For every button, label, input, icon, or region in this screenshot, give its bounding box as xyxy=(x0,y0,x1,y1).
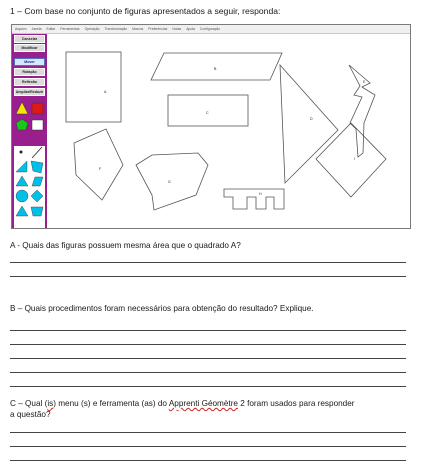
empty-slot-icon xyxy=(32,120,43,130)
point-icon xyxy=(20,151,23,154)
basic-shapes-palette xyxy=(14,100,45,140)
menu-item: Janela xyxy=(31,27,42,31)
answer-line xyxy=(10,372,406,373)
menu-item: Preferências xyxy=(148,27,168,31)
menu-item: Ajuda xyxy=(186,27,195,31)
shape-label-h: H xyxy=(259,192,262,196)
menu-bar xyxy=(12,25,410,34)
software-screenshot xyxy=(11,24,411,229)
square-shape-icon xyxy=(32,103,43,114)
shape-label-e: E xyxy=(363,80,366,84)
answer-line xyxy=(10,262,406,263)
question-b: B – Quais procedimentos foram necessários para obtenção do resultado? Explique. xyxy=(10,304,314,313)
answer-line xyxy=(10,276,406,277)
shape-i-rhombus xyxy=(316,123,386,197)
answer-line xyxy=(10,446,406,447)
answer-line xyxy=(10,460,406,461)
shape-label-b: B xyxy=(214,67,217,71)
menu-item: Notas xyxy=(172,27,182,31)
answer-line xyxy=(10,386,406,387)
circle-icon xyxy=(16,190,28,202)
menu-item: Arquivo xyxy=(15,27,27,31)
shape-a-square xyxy=(66,52,121,122)
question-c-text: a questão? xyxy=(10,410,51,419)
pentagon-shape-icon xyxy=(16,119,28,130)
misspelled-word: is xyxy=(47,399,54,408)
menu-item: Configuração xyxy=(199,27,221,31)
app-name: Apprenti Géomètre xyxy=(168,399,238,408)
question-c xyxy=(10,398,414,420)
menu-item: Ferramentas xyxy=(60,27,80,31)
shape-d-triangle xyxy=(280,65,338,183)
tool-move: Mover xyxy=(14,58,45,66)
tool-rotation: Rotação xyxy=(14,68,45,76)
answer-line xyxy=(10,344,406,345)
answer-line xyxy=(10,432,406,433)
shape-label-i: I xyxy=(354,157,355,161)
shape-label-c: C xyxy=(206,111,209,115)
answer-line xyxy=(10,330,406,331)
shape-h-polygon xyxy=(224,189,284,209)
question-c-text: 2 foram usados para responder xyxy=(238,399,355,408)
shape-label-g: G xyxy=(168,180,171,184)
triangle-shape-icon xyxy=(16,102,28,114)
question-1: 1 – Com base no conjunto de figuras apresentados a seguir, responda: xyxy=(10,6,281,16)
shape-g-polygon xyxy=(136,153,208,210)
cancel-button: Cancelar xyxy=(14,35,45,43)
geometry-canvas xyxy=(48,35,410,228)
shape-f-pentagon xyxy=(74,129,123,200)
tool-reflection: Reflexão xyxy=(14,78,45,86)
shape-label-a: A xyxy=(104,90,107,94)
question-c-text: ) menu (s) e ferramenta (as) do xyxy=(53,399,169,408)
tool-scale: Ampliar/Reduzir xyxy=(15,90,44,94)
shape-b-parallelogram xyxy=(151,53,282,80)
menu-item: Editar xyxy=(46,27,56,31)
question-c-text: C – Qual ( xyxy=(10,399,48,408)
tool-panel xyxy=(12,34,47,229)
menu-item: Macros xyxy=(132,27,144,31)
free-shapes-palette xyxy=(14,146,45,229)
menu-item: Transformação xyxy=(104,27,128,31)
modify-button: Modificar xyxy=(14,44,45,52)
menu-item: Operação xyxy=(84,27,100,31)
shape-label-f: F xyxy=(99,167,102,171)
shape-label-d: D xyxy=(310,117,313,121)
question-a: A - Quais das figuras possuem mesma área que o quadrado A? xyxy=(10,241,241,250)
trapezoid-icon xyxy=(31,207,43,216)
answer-line xyxy=(10,358,406,359)
